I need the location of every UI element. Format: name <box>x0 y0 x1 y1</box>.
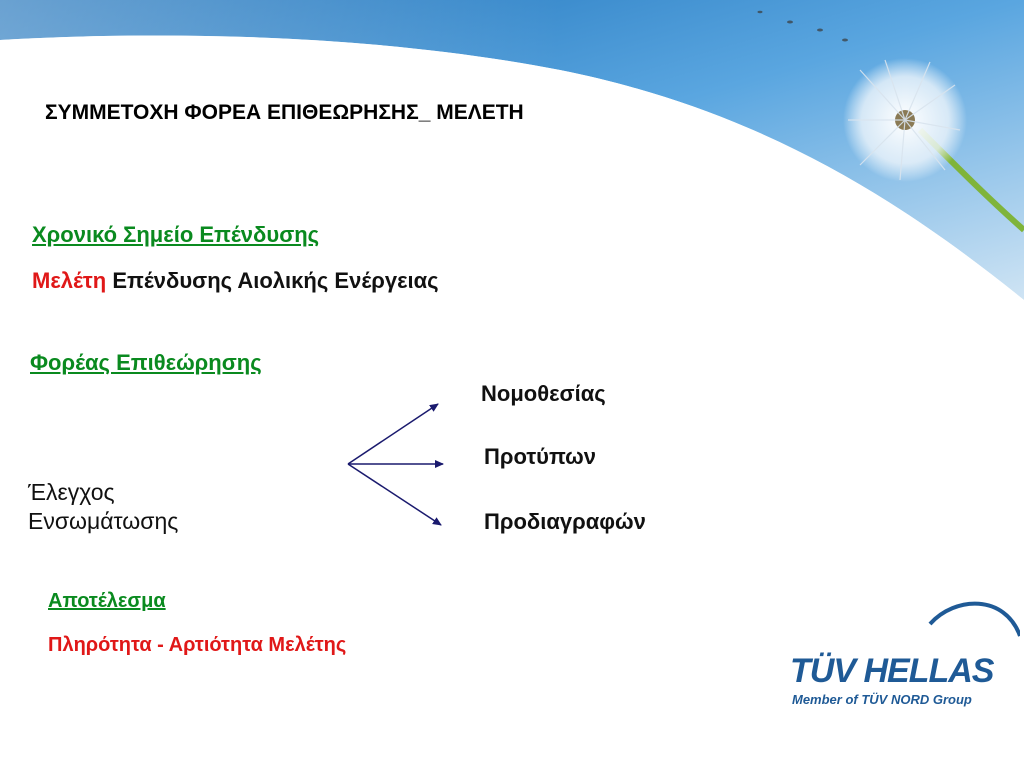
logo-brand-text: TÜV HELLAS <box>790 652 994 690</box>
study-line <box>32 268 439 294</box>
timing-heading: Χρονικό Σημείο Επένδυσης <box>32 222 320 247</box>
logo-tagline: Member of TÜV NORD Group <box>792 692 972 707</box>
result-heading: Αποτέλεσμα <box>48 590 166 612</box>
study-keyword: Μελέτη <box>32 268 107 293</box>
inspection-body-heading: Φορέας Επιθεώρησης <box>30 350 262 375</box>
target-legislation: Νομοθεσίας <box>481 381 606 406</box>
arrow-to-specifications <box>348 464 441 525</box>
study-description: Επένδυσης Αιολικής Ενέργειας <box>112 268 439 293</box>
arrow-to-legislation <box>348 404 438 464</box>
target-specifications: Προδιαγραφών <box>484 509 646 534</box>
result-text: Πληρότητα - Αρτιότητα Μελέτης <box>48 634 347 656</box>
slide-title: ΣΥΜΜΕΤΟΧΗ ΦΟΡΕΑ ΕΠΙΘΕΩΡΗΣΗΣ_ ΜΕΛΕΤΗ <box>45 101 524 124</box>
target-standards: Προτύπων <box>484 444 596 469</box>
integration-check-label: Έλεγχος Ενσωμάτωσης <box>28 479 179 534</box>
tuv-hellas-logo <box>780 596 1020 716</box>
